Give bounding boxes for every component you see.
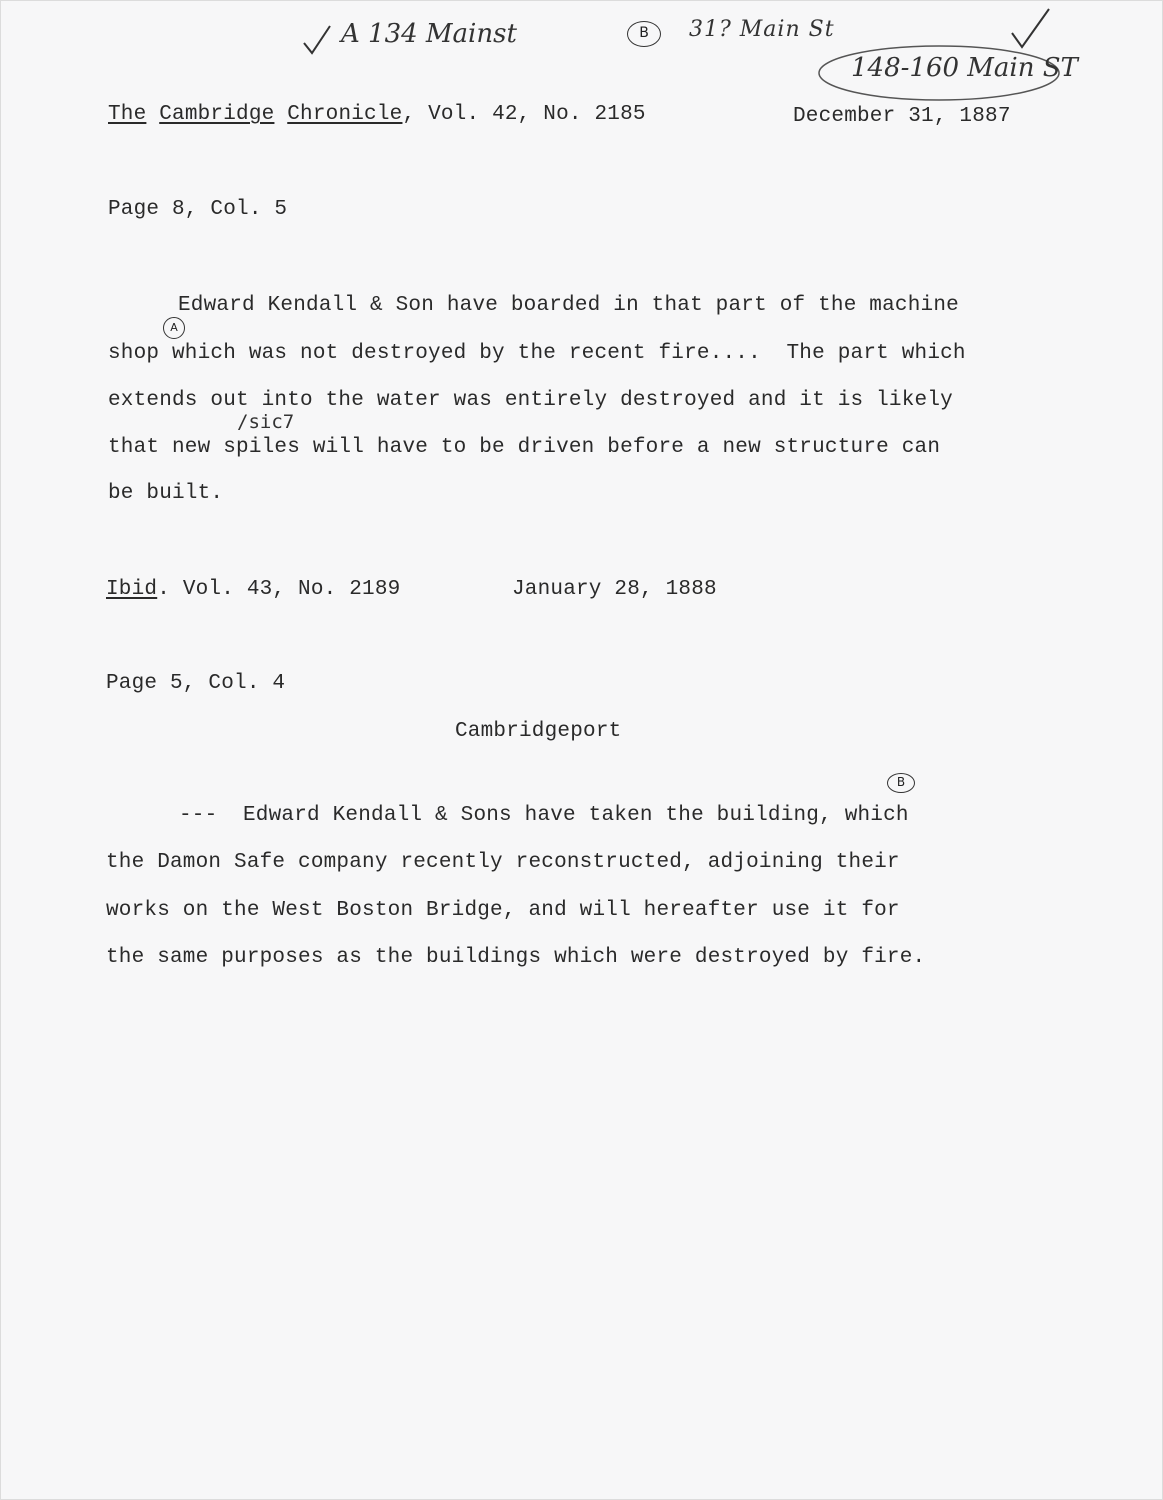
paragraph-line: the Damon Safe company recently reconstructed, adjoining their (106, 851, 900, 874)
newspaper-title-word: The (108, 103, 147, 126)
citation-date-2: January 28, 1888 (512, 578, 717, 601)
paragraph-line: shop which was not destroyed by the recent fire.... The part which (108, 342, 966, 365)
checkmark-icon (301, 23, 333, 57)
handwritten-address-b: 31? Main St (689, 17, 835, 42)
paragraph-line: the same purposes as the buildings which were destroyed by fire. (106, 946, 926, 969)
paragraph-line: works on the West Boston Bridge, and will hereafter use it for (106, 899, 900, 922)
citation-volume: . Vol. 43, No. 2189 (157, 578, 401, 601)
paragraph-line: that new spiles will have to be driven before a new structure can (108, 436, 941, 459)
citation-volume: , Vol. 42, No. 2185 (402, 103, 646, 126)
section-heading: Cambridgeport (455, 720, 622, 743)
paragraph-line: Edward Kendall & Son have boarded in that part of the machine (178, 294, 959, 317)
page-col-1: Page 8, Col. 5 (108, 198, 288, 221)
paragraph-line: --- Edward Kendall & Sons have taken the building, which (179, 804, 909, 827)
ibid-label: Ibid (106, 578, 158, 601)
newspaper-title-word: Cambridge (159, 103, 275, 126)
circled-a-mark: A (163, 317, 185, 339)
circled-b-mark: B (627, 21, 661, 47)
citation-date-1: December 31, 1887 (793, 105, 1011, 128)
paragraph-line: be built. (108, 482, 224, 505)
sic-annotation: /sic7 (237, 411, 295, 433)
paragraph-line: extends out into the water was entirely destroyed and it is likely (108, 389, 953, 412)
citation-line-2 (106, 578, 400, 601)
newspaper-title-word: Chronicle (287, 103, 403, 126)
circled-b-mark: B (887, 773, 915, 793)
handwritten-address-circled: 148-160 Main ST (851, 53, 1078, 83)
citation-line-1 (108, 103, 646, 126)
page-col-2: Page 5, Col. 4 (106, 672, 286, 695)
handwritten-address-a: A 134 Mainst (341, 19, 517, 49)
